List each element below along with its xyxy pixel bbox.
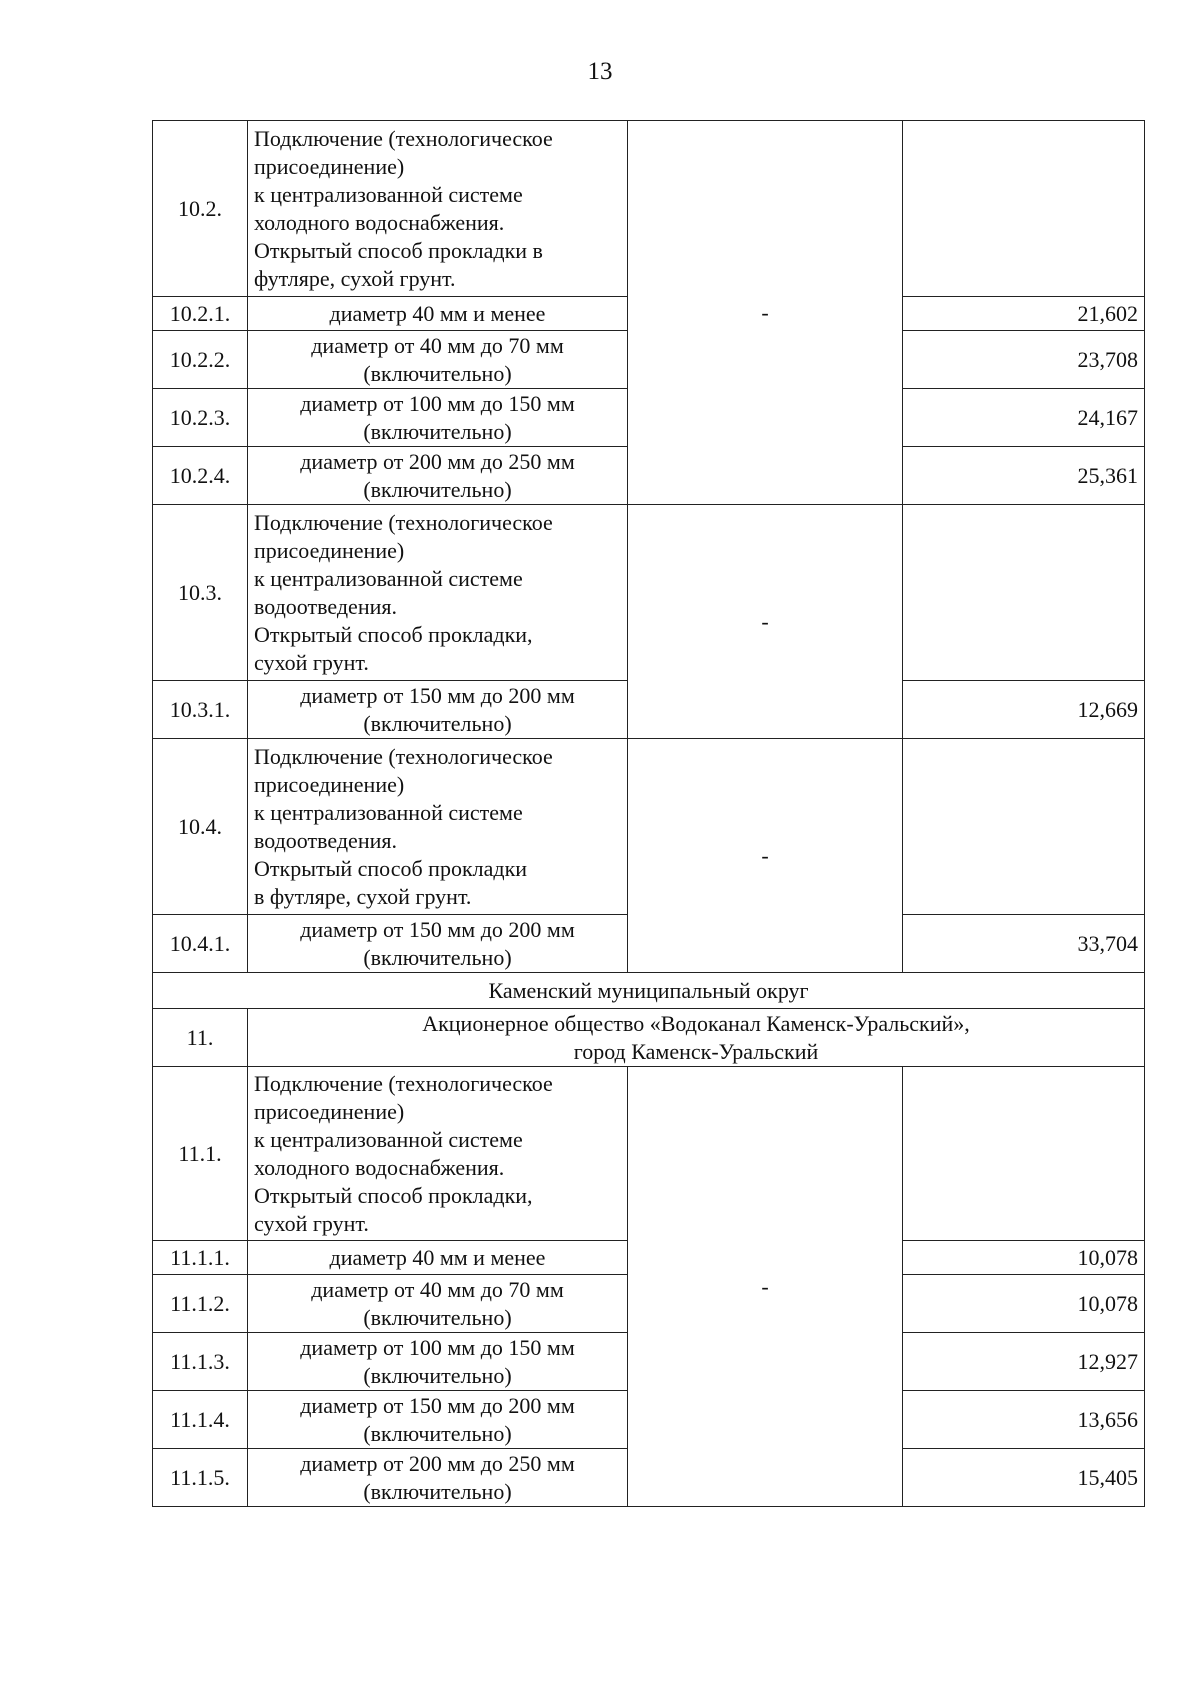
row-description: диаметр от 100 мм до 150 мм (включительно) <box>248 1333 628 1391</box>
tariff-value: 33,704 <box>903 915 1145 973</box>
dash-cell: - <box>628 1067 903 1507</box>
row-number: 10.2.1. <box>153 297 248 331</box>
tariff-value: 24,167 <box>903 389 1145 447</box>
row-number: 11.1.5. <box>153 1449 248 1507</box>
tariff-table <box>152 120 1145 1507</box>
row-number: 10.3.1. <box>153 681 248 739</box>
row-description: диаметр от 200 мм до 250 мм (включительно) <box>248 447 628 505</box>
row-description: диаметр 40 мм и менее <box>248 1241 628 1275</box>
value-cell-empty <box>903 739 1145 915</box>
row-number: 10.2.2. <box>153 331 248 389</box>
row-number: 11.1. <box>153 1067 248 1241</box>
row-number: 10.2. <box>153 121 248 297</box>
table-row <box>153 739 1145 915</box>
value-cell-empty <box>903 1067 1145 1241</box>
dash-cell: - <box>628 505 903 739</box>
row-number: 11.1.4. <box>153 1391 248 1449</box>
table-row <box>153 1009 1145 1067</box>
table-row <box>153 121 1145 297</box>
tariff-value: 25,361 <box>903 447 1145 505</box>
row-number: 10.2.3. <box>153 389 248 447</box>
row-number: 10.2.4. <box>153 447 248 505</box>
row-description: диаметр от 150 мм до 200 мм (включительно) <box>248 915 628 973</box>
table-row <box>153 1067 1145 1241</box>
row-number: 10.4. <box>153 739 248 915</box>
table-row <box>153 505 1145 681</box>
row-description: диаметр 40 мм и менее <box>248 297 628 331</box>
row-description: Подключение (технологическое присоединение) к централизованной системе холодного водоснабжения. Открытый способ прокладки в футляре, сухой грунт. <box>248 121 628 297</box>
dash-cell: - <box>628 739 903 973</box>
row-number: 10.3. <box>153 505 248 681</box>
row-description: Подключение (технологическое присоединение) к централизованной системе водоотведения. Открытый способ прокладки, сухой грунт. <box>248 505 628 681</box>
row-number: 10.4.1. <box>153 915 248 973</box>
tariff-value: 23,708 <box>903 331 1145 389</box>
row-description: диаметр от 150 мм до 200 мм (включительно) <box>248 1391 628 1449</box>
row-number: 11. <box>153 1009 248 1067</box>
section-title: Каменский муниципальный округ <box>153 973 1145 1009</box>
tariff-value: 10,078 <box>903 1241 1145 1275</box>
tariff-value: 13,656 <box>903 1391 1145 1449</box>
dash-cell: - <box>628 121 903 505</box>
row-description: диаметр от 200 мм до 250 мм (включительно) <box>248 1449 628 1507</box>
row-number: 11.1.2. <box>153 1275 248 1333</box>
row-description: диаметр от 40 мм до 70 мм (включительно) <box>248 1275 628 1333</box>
tariff-value: 21,602 <box>903 297 1145 331</box>
row-number: 11.1.3. <box>153 1333 248 1391</box>
row-description: диаметр от 100 мм до 150 мм (включительно) <box>248 389 628 447</box>
tariff-value: 15,405 <box>903 1449 1145 1507</box>
value-cell-empty <box>903 121 1145 297</box>
tariff-value: 12,669 <box>903 681 1145 739</box>
row-description: диаметр от 150 мм до 200 мм (включительно) <box>248 681 628 739</box>
value-cell-empty <box>903 505 1145 681</box>
organization-name: Акционерное общество «Водоканал Каменск-Уральский», город Каменск-Уральский <box>248 1009 1145 1067</box>
tariff-value: 10,078 <box>903 1275 1145 1333</box>
row-number: 11.1.1. <box>153 1241 248 1275</box>
page-number: 13 <box>587 58 613 85</box>
tariff-value: 12,927 <box>903 1333 1145 1391</box>
row-description: Подключение (технологическое присоединение) к централизованной системе водоотведения. Открытый способ прокладки в футляре, сухой грунт. <box>248 739 628 915</box>
section-row <box>153 973 1145 1009</box>
row-description: диаметр от 40 мм до 70 мм (включительно) <box>248 331 628 389</box>
row-description: Подключение (технологическое присоединение) к централизованной системе холодного водоснабжения. Открытый способ прокладки, сухой грунт. <box>248 1067 628 1241</box>
